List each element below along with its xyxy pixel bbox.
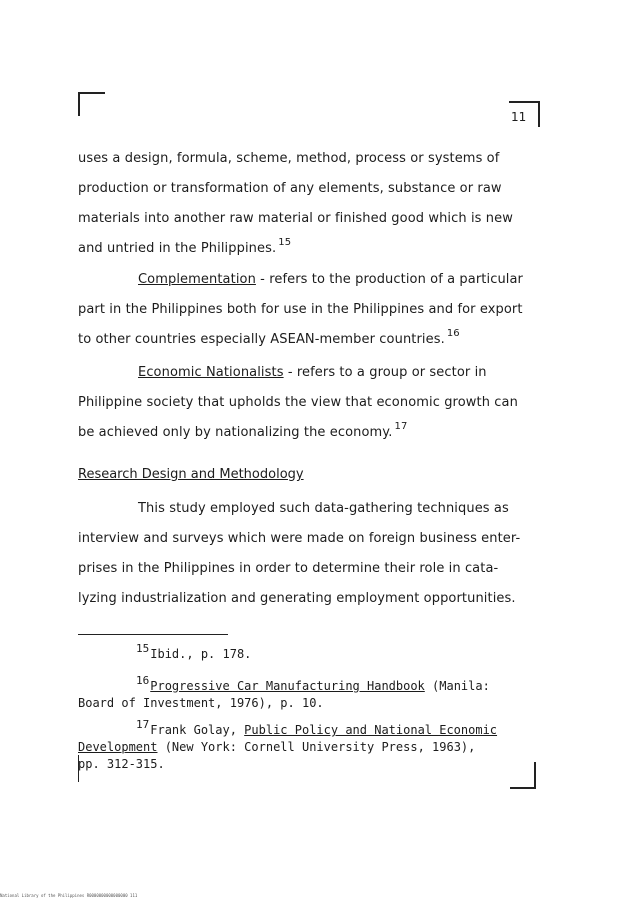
archive-stamp: National Library of the Philippines R0000000000000000 111 bbox=[0, 893, 138, 898]
text-line: lyzing industrialization and generating employment opportunities. bbox=[78, 591, 516, 606]
footnote-line bbox=[78, 674, 558, 695]
text-line: uses a design, formula, scheme, method, process or systems of bbox=[78, 151, 500, 166]
crop-mark-top-left-vertical bbox=[78, 92, 80, 116]
crop-mark-top-right-horizontal bbox=[509, 101, 540, 103]
footnote-divider bbox=[78, 634, 228, 635]
text-line: materials into another raw material or finished good which is new bbox=[78, 211, 513, 226]
footnote-number: 15 bbox=[136, 642, 150, 655]
text-fragment: to other countries especially ASEAN-member countries. bbox=[78, 332, 445, 347]
text-line bbox=[78, 265, 548, 295]
footnote-line: Board of Investment, 1976), p. 10. bbox=[78, 696, 324, 710]
text-line bbox=[78, 418, 548, 448]
footnote-ref: 17 bbox=[394, 421, 408, 432]
text-fragment: be achieved only by nationalizing the economy. bbox=[78, 425, 393, 440]
footnote-text: (New York: Cornell University Press, 1963), bbox=[157, 740, 476, 754]
text-fragment: - refers to the production of a particular bbox=[255, 272, 524, 287]
text-line bbox=[78, 234, 548, 264]
footnote-title: Progressive Car Manufacturing Handbook bbox=[150, 679, 425, 693]
defined-term: Complementation bbox=[138, 272, 256, 287]
section-heading: Research Design and Methodology bbox=[78, 467, 304, 482]
footnote-number: 16 bbox=[136, 674, 150, 687]
paragraph-research-design bbox=[78, 494, 548, 614]
footnote-author: Frank Golay, bbox=[150, 723, 245, 737]
text-line: interview and surveys which were made on foreign business enter- bbox=[78, 531, 521, 546]
footnote-line: pp. 312-315. bbox=[78, 757, 165, 771]
text-line: production or transformation of any elements, substance or raw bbox=[78, 181, 502, 196]
text-line: part in the Philippines both for use in the Philippines and for export bbox=[78, 302, 523, 317]
footnote-title: Development bbox=[78, 740, 158, 754]
footnote-16 bbox=[78, 674, 558, 712]
text-fragment: and untried in the Philippines. bbox=[78, 241, 277, 256]
crop-mark-top-right-vertical bbox=[538, 101, 540, 127]
text-line: This study employed such data-gathering techniques as bbox=[138, 501, 509, 516]
footnote-15 bbox=[78, 642, 558, 663]
paragraph-definition-continued bbox=[78, 144, 548, 264]
footnote-ref: 15 bbox=[278, 237, 292, 248]
footnote-ref: 16 bbox=[446, 328, 460, 339]
paragraph-economic-nationalists bbox=[78, 358, 548, 448]
footnote-line bbox=[78, 642, 558, 663]
text-fragment: - refers to a group or sector in bbox=[283, 365, 487, 380]
footnote-line bbox=[78, 718, 558, 739]
paragraph-complementation bbox=[78, 265, 548, 355]
footnote-17 bbox=[78, 718, 558, 773]
footnote-text: (Manila: bbox=[424, 679, 490, 693]
footnote-number: 17 bbox=[136, 718, 150, 731]
footnote-title: Public Policy and National Economic bbox=[244, 723, 498, 737]
footnote-text: Ibid., p. 178. bbox=[150, 647, 252, 661]
text-line: Philippine society that upholds the view that economic growth can bbox=[78, 395, 518, 410]
crop-mark-top-left-horizontal bbox=[78, 92, 105, 94]
crop-mark-bottom-right-horizontal bbox=[510, 787, 536, 789]
text-line bbox=[78, 325, 548, 355]
defined-term: Economic Nationalists bbox=[138, 365, 284, 380]
page-number: 11 bbox=[511, 110, 527, 124]
text-line bbox=[78, 358, 548, 388]
footnote-line bbox=[78, 739, 558, 756]
text-line: prises in the Philippines in order to determine their role in cata- bbox=[78, 561, 499, 576]
